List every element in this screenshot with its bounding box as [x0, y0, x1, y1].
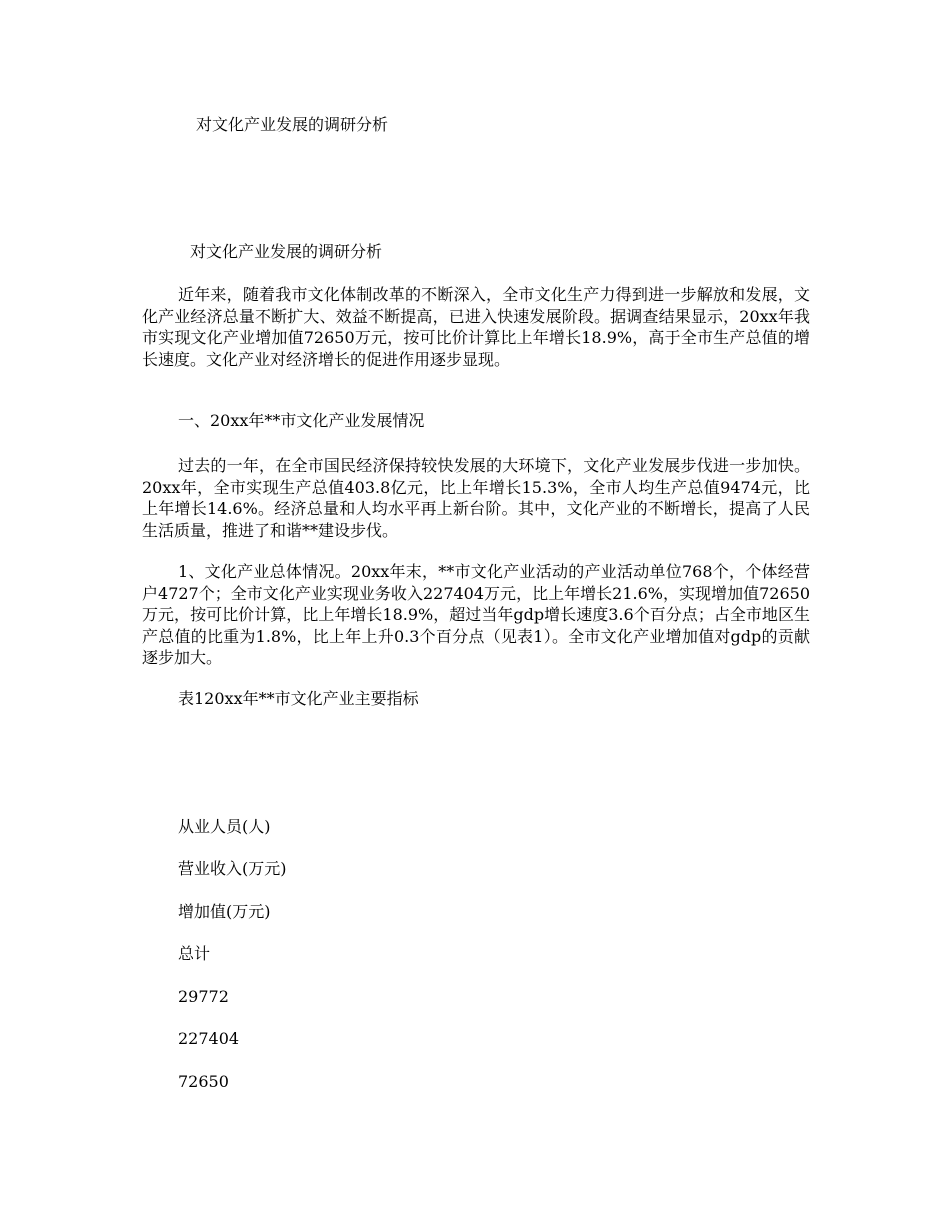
document-subtitle: 对文化产业发展的调研分析: [190, 242, 383, 261]
section-1-paragraph: 过去的一年，在全市国民经济保持较快发展的大环境下，文化产业发展步伐进一步加快。20xx年，全市实现生产总值403.8亿元，比上年增长15.3%，全市人均生产总值9474元，比上年增长14.6%。经济总量和人均水平再上新台阶。其中，文化产业的不断增长，提高了人民生活质量，推进了和谐**建设步伐。: [142, 456, 810, 540]
table-cell-revenue-label: 营业收入(万元): [178, 859, 287, 878]
table-cell-employees-label: 从业人员(人): [178, 817, 271, 836]
table-cell-employees-value: 29772: [178, 987, 229, 1006]
section-heading-1: 一、20xx年**市文化产业发展情况: [178, 411, 425, 430]
item-1-paragraph: 1、文化产业总体情况。20xx年末，**市文化产业活动的产业活动单位768个，个体经营户4727个；全市文化产业实现业务收入227404万元，比上年增长21.6%，实现增加值72650万元，按可比价计算，比上年增长18.9%，超过当年gdp增长速度3.6个百分点；占全市地区生产总值的比重为1.8%，比上年上升0.3个百分点（见表1）。全市文化产业增加值对gdp的贡献逐步加大。: [142, 562, 810, 667]
table-caption: 表120xx年**市文化产业主要指标: [178, 689, 419, 708]
table-cell-value-added-value: 72650: [178, 1072, 229, 1091]
table-cell-value-added-label: 增加值(万元): [178, 902, 271, 921]
table-cell-total-label: 总计: [178, 944, 211, 963]
document-title: 对文化产业发展的调研分析: [196, 115, 389, 134]
intro-paragraph: 近年来，随着我市文化体制改革的不断深入，全市文化生产力得到进一步解放和发展，文化产业经济总量不断扩大、效益不断提高，已进入快速发展阶段。据调查结果显示，20xx年我市实现文化产业增加值72650万元，按可比价计算比上年增长18.9%，高于全市生产总值的增长速度。文化产业对经济增长的促进作用逐步显现。: [142, 285, 810, 369]
table-cell-revenue-value: 227404: [178, 1029, 240, 1048]
